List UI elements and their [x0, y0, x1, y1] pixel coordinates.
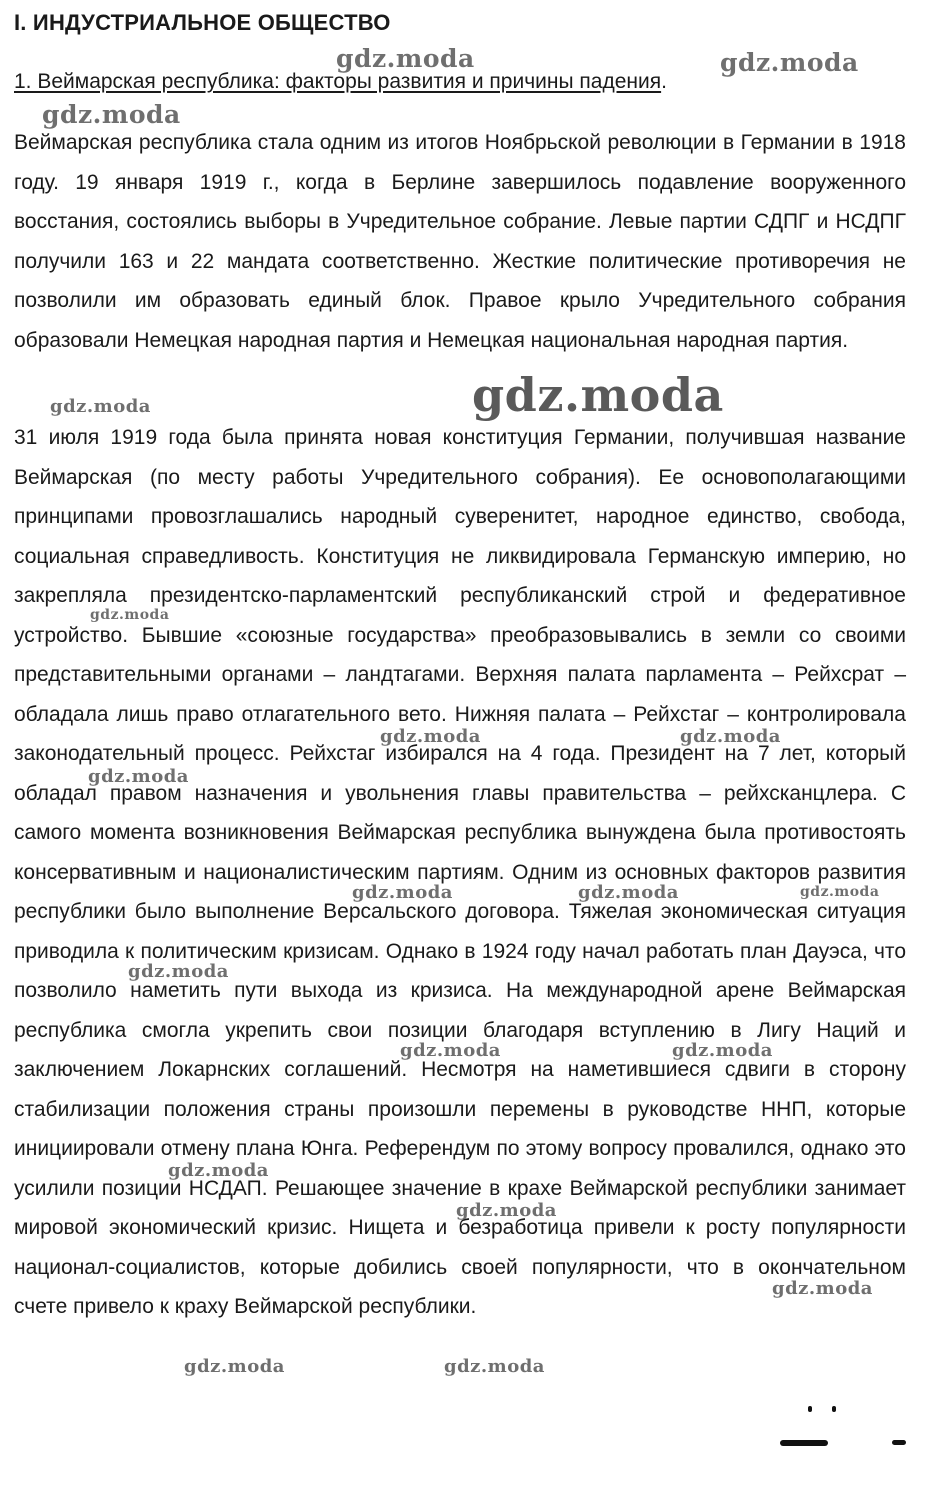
watermark: gdz.moda — [380, 726, 481, 747]
paragraph-1: Веймарская республика стала одним из итогов Ноябрьской революции в Германии в 1918 году. 19 января 1919 г., когда в Берлине завершилось подавление вооруженного восстания, состоялись выборы в Учредительное собрание. Левые партии СДПГ и НСДПГ получили 163 и 22 мандата соответственно. Жесткие политические противоречия не позволили им образовать единый блок. Правое крыло Учредительного собрания образовали Немецкая народная партия и Немецкая национальная народная партия. — [14, 131, 906, 352]
watermark: gdz.moda — [90, 607, 170, 623]
watermark: gdz.moda — [400, 1040, 501, 1061]
watermark: gdz.moda — [720, 48, 859, 77]
watermark: gdz.moda — [88, 766, 189, 787]
scan-artifact — [832, 1406, 836, 1412]
watermark: gdz.moda — [336, 44, 475, 73]
watermark: gdz.moda — [184, 1356, 285, 1377]
scan-artifact — [892, 1440, 906, 1445]
scan-artifact — [808, 1406, 812, 1412]
watermark: gdz.moda — [456, 1200, 557, 1221]
watermark: gdz.moda — [680, 726, 781, 747]
paragraph-2: 31 июля 1919 года была принята новая конституция Германии, получившая название Веймарская (по месту работы Учредительного собрания). Ее основополагающими принципами провозглашались народный суверенитет, народное единство, свобода, социальная справедливость. Конституция не ликвидировала Германскую империю, но закрепляла президентско-парламентский республиканский строй и федеративное устройство. Бывшие «союзные государства» преобразовывались в земли со своими представительными органами – ландтагами. Верхняя палата парламента – Рейхсрат – обладала лишь право отлагательного вето. Нижняя палата – Рейхстаг – контролировала законодательный процесс. Рейхстаг избирался на 4 года. Президент на 7 лет, который обладал правом назначения и увольнения главы правительства – рейхсканцлера. С самого момента возникновения Веймарская республика вынуждена была противостоять консервативным и националистическим партиям. Одним из основных факторов развития республики было выполнение Версальского договора. Тяжелая экономическая ситуация приводила к политическим кризисам. Однако в 1924 году начал работать план Дауэса, что позволило наметить пути выхода из кризиса. На международной арене Веймарская республика смогла укрепить свои позиции благодаря вступлению в Лигу Наций и заключением Локарнских соглашений. Несмотря на наметившиеся сдвиги в сторону стабилизации положения страны произошли перемены в руководстве ННП, которые инициировали отмену плана Юнга. Референдум по этому вопросу провалился, однако это усилили позиции НСДАП. Решающее значение в крахе Веймарской республики занимает мировой экономический кризис. Нищета и безработица привели к росту популярности национал-социалистов, которые добились своей популярности, что в окончательном счете привело к краху Веймарской республики. — [14, 426, 906, 1318]
section-subheading-text: 1. Веймарская республика: факторы развития и причины падения — [14, 70, 662, 93]
watermark: gdz.moda — [42, 100, 181, 129]
watermark: gdz.moda — [50, 396, 151, 417]
scan-artifact — [780, 1440, 828, 1446]
watermark: gdz.moda — [672, 1040, 773, 1061]
watermark: gdz.moda — [168, 1160, 269, 1181]
watermark: gdz.moda — [444, 1356, 545, 1377]
watermark: gdz.moda — [352, 882, 453, 903]
watermark: gdz.moda — [772, 1278, 873, 1299]
section-subheading-tail: . — [661, 70, 667, 93]
watermark: gdz.moda — [578, 882, 679, 903]
watermark: gdz.moda — [472, 368, 724, 422]
chapter-heading: I. ИНДУСТРИАЛЬНОЕ ОБЩЕСТВО — [14, 10, 391, 35]
watermark: gdz.moda — [128, 961, 229, 982]
watermark: gdz.moda — [800, 884, 880, 900]
section-subheading — [14, 70, 667, 94]
